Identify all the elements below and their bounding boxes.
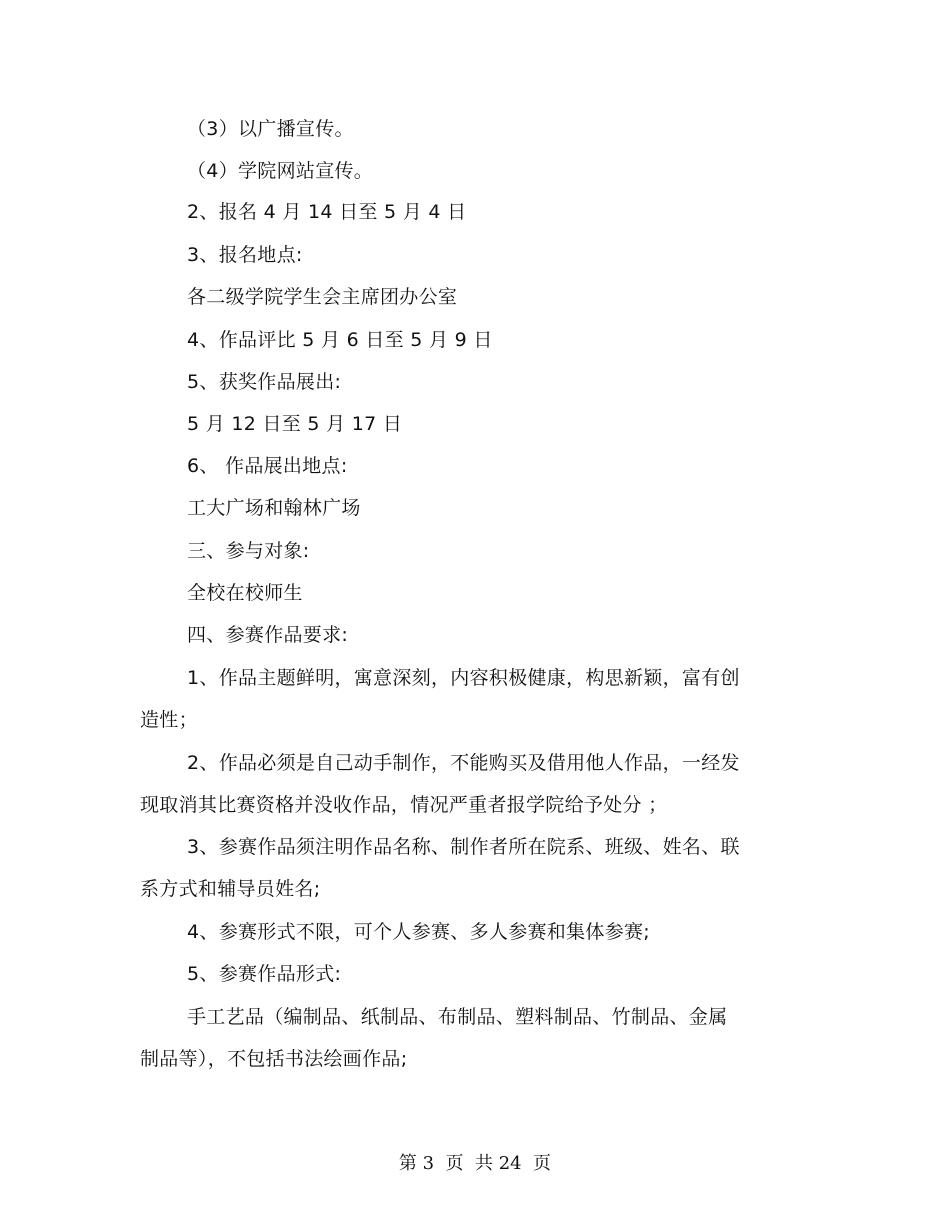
body-line: 造性；: [140, 709, 198, 731]
body-line: 4、参赛形式不限，可个人参赛、多人参赛和集体参赛;: [187, 921, 650, 943]
body-line: 6、 作品展出地点:: [187, 455, 348, 477]
page-number-footer: 第 3 页 共 24 页: [398, 1153, 552, 1174]
body-line: 4、作品评比 5 月 6 日至 5 月 9 日: [187, 329, 493, 351]
body-line: 制品等），不包括书法绘画作品;: [140, 1048, 408, 1070]
body-line: 2、报名 4 月 14 日至 5 月 4 日: [187, 201, 467, 223]
body-line: 现取消其比赛资格并没收作品，情况严重者报学院给予处分 ；: [140, 794, 668, 816]
body-line: 5 月 12 日至 5 月 17 日: [187, 413, 403, 435]
body-line: 5、获奖作品展出:: [187, 371, 342, 393]
body-line: 手工艺品（编制品、纸制品、布制品、塑料制品、竹制品、金属: [187, 1006, 728, 1028]
body-line: 全校在校师生: [187, 582, 303, 604]
section-heading: 四、参赛作品要求:: [187, 624, 349, 646]
body-line: 系方式和辅导员姓名;: [140, 878, 321, 900]
body-line: 3、报名地点:: [187, 244, 303, 266]
section-heading: 三、参与对象:: [187, 540, 310, 562]
body-line: 1、作品主题鲜明，寓意深刻，内容积极健康，构思新颖，富有创: [187, 667, 740, 689]
body-line: 工大广场和翰林广场: [187, 497, 361, 519]
body-line: 5、参赛作品形式:: [187, 963, 342, 985]
body-line: 2、作品必须是自己动手制作，不能购买及借用他人作品，一经发: [187, 752, 740, 774]
body-line: 各二级学院学生会主席团办公室: [187, 286, 458, 308]
body-line: （3）以广播宣传。: [187, 118, 354, 140]
body-line: （4）学院网站宣传。: [187, 160, 374, 182]
body-line: 3、参赛作品须注明作品名称、制作者所在院系、班级、姓名、联: [187, 836, 740, 858]
